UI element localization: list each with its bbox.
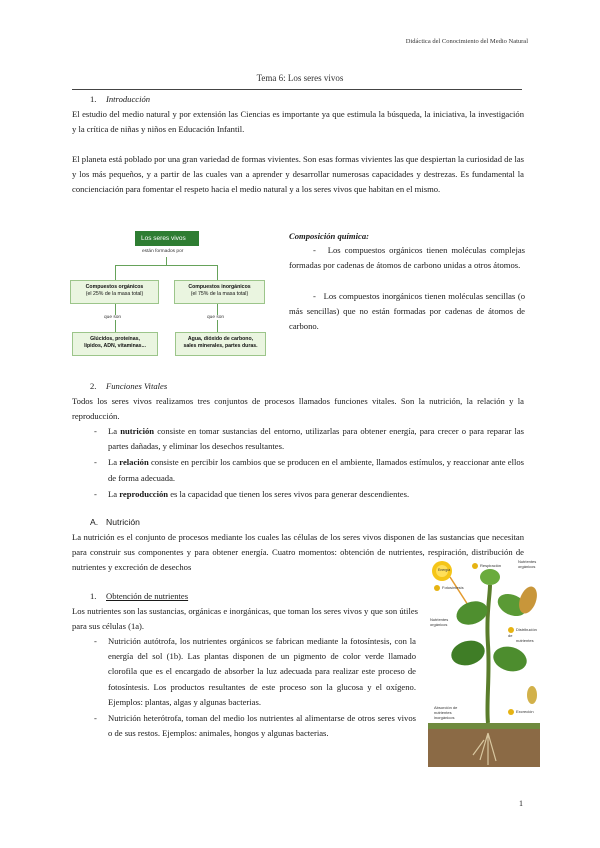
list-item: - La nutrición consiste en tomar sustancias del entorno, utilizarlas para obtener energía, para crecer o para reparar las partes dañadas, y eliminar los desechos resultantes. [94,426,524,452]
subsection-1-heading [90,589,188,604]
section-a-letter: A. [90,517,99,527]
section-1-heading [90,92,150,107]
diagram-root: Los seres vivos [135,231,199,246]
subsection-1-number: 1. [90,591,97,601]
inorganic-examples-1: Agua, dióxido de carbono, [187,336,254,342]
page-title: Tema 6: Los seres vivos [256,73,344,83]
list-item: - Nutrición autótrofa, los nutrientes orgánicos se fabrican mediante la fotosíntesis, con la energía del sol (1b). Las plantas disponen de un pigmento de color verde llamado clorofila que es el encargado de absorber la luz adecuada para realizar este proceso de fotosíntesis. Los productos resultantes de este proceso son la glucosa y el oxígeno. Ejemplos: plantas, algas y algunas bacterias. [94,636,416,707]
intro-paragraph-2: El planeta está poblado por una gran variedad de formas vivientes. Son esas formas vivientes las que despiertan la curiosidad de las y los más pequeños, y a partir de las cuales van a aprender y desarrollar numerosas capacidades y destrezas. Es fundamental la concienciación para fomentar el respeto hacia el medio natural y a los seres vivos que habitan en el mismo. [72,154,524,195]
section-2-number: 2. [90,381,97,391]
subsection-1-title: Obtención de nutrientes [106,591,189,601]
step-badge-icon [472,563,478,569]
step-badge-icon [508,709,514,715]
diagram-connector [166,257,167,265]
section-a-title: Nutrición [106,517,140,527]
section-2-heading [90,379,167,394]
que-son-right: que son [207,315,225,320]
inorganic-sub: (el 75% de la masa total) [190,291,249,297]
label-nutrientes-organicos: Nutrientes orgánicos [430,617,449,627]
section-1-title: Introducción [106,94,151,104]
organic-examples-1: Glúcidos, proteínas, [90,336,140,342]
label-nutrientes-organicos-top: Nutrientes orgánicos [518,559,537,569]
label-distribucion: Distribución de nutrientes [508,627,537,643]
label-excrecion: Excreción [508,709,534,715]
composition-item-1-text: Los compuestos orgánicos tienen moléculas complejas formadas por cadenas de átomos de carbono unidas a otros átomos. [289,245,525,271]
organic-compounds-box [70,280,159,304]
inorganic-examples-box [175,332,266,356]
section-1-number: 1. [90,94,97,104]
diagram-connector [115,265,217,266]
label-absorcion: Absorción de nutrientes inorgánicos [434,705,458,720]
list-item: - Nutrición heterótrofa, toman del medio los nutrientes al alimentarse de otros seres vivos o de sus restos. Ejemplos: animales, hongos y algunas bacterias. [94,713,416,739]
functions-list [94,424,524,502]
nutrients-paragraph: Los nutrientes son las sustancias, orgánicas e inorgánicas, que toman los seres vivos y que son útiles para sus células (1a). [72,606,418,632]
inorganic-compounds-box [174,280,265,304]
label-respiracion: Respiración [472,563,501,569]
diagram-connector [115,265,116,280]
plant-nutrition-illustration [428,555,540,767]
section-a-heading [90,515,140,530]
organic-examples-box [72,332,158,356]
page-number: 1 [519,799,523,808]
step-badge-icon [434,585,440,591]
composition-heading-text: Composición química: [289,231,369,241]
section-2-title: Funciones Vitales [106,381,168,391]
title-rule [72,89,522,90]
running-header: Didáctica del Conocimiento del Medio Natural [405,38,528,45]
nutrition-types-list [94,634,416,741]
functions-paragraph: Todos los seres vivos realizamos tres conjuntos de procesos llamados funciones vitales. Son la nutrición, la relación y la reproducción. [72,396,524,422]
organic-sub: (el 25% de la masa total) [85,291,144,297]
composition-item-2-text: Los compuestos inorgánicos tienen moléculas sencillas (o más sencillas) que no están formadas por cadenas de átomos de carbono. [289,291,525,332]
label-energia: Energía [438,568,451,572]
intro-paragraph-1: El estudio del medio natural y por extensión las Ciencias es importante ya que estimula la búsqueda, la iniciativa, la investigación y la crítica de niñas y niños en Educación Infantil. [72,109,524,135]
que-son-left: que son [104,315,122,320]
composition-item-2: - Los compuestos inorgánicos tienen moléculas sencillas (o más sencillas) que no están formadas por cadenas de átomos de carbono. [289,291,525,332]
composition-item-1: - Los compuestos orgánicos tienen moléculas complejas formadas por cadenas de átomos de carbono unidas a otros átomos. [289,245,525,271]
list-item: - La relación consiste en percibir los cambios que se producen en el ambiente, llamados estímulos, y reaccionar ante ellos de forma adecuada. [94,457,524,483]
organic-title: Compuestos orgánicos [85,284,144,290]
composition-heading [289,229,369,244]
diagram-connector [217,265,218,280]
list-item: - La reproducción es la capacidad que tienen los seres vivos para generar descendientes. [94,488,410,499]
label-fotosintesis: Fotosíntesis [434,585,464,591]
diagram-sub-label: están formados por [142,249,184,254]
organic-examples-2: lípidos, ADN, vitaminas... [84,343,146,349]
nutrition-paragraph: La nutrición es el conjunto de procesos mediante los cuales las células de los seres vivos disponen de las sustancias que necesitan para construir sus componentes y para obtener energía. Cuatro momentos: obtención de nutrientes, respiración, distribución de nutrientes y excreción de desechos [72,532,524,573]
inorganic-title: Compuestos inorgánicos [188,284,251,290]
inorganic-examples-2: sales minerales, partes duras. [183,343,258,349]
